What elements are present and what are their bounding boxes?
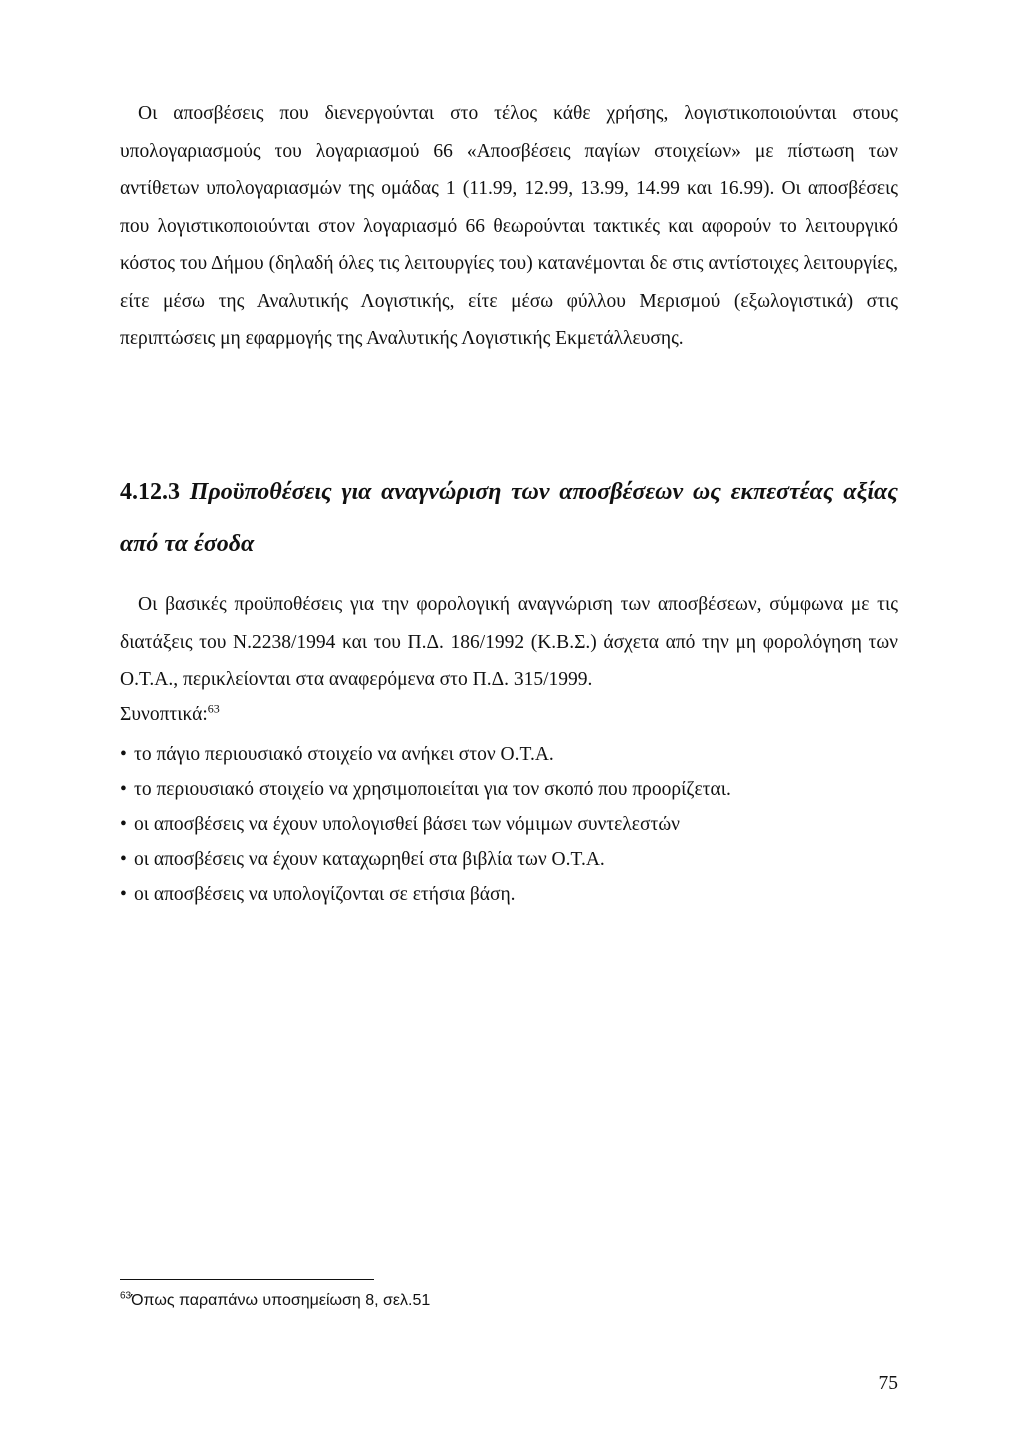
list-item-text: οι αποσβέσεις να έχουν υπολογισθεί βάσει των νόμιμων συντελεστών: [134, 814, 680, 835]
footnote-reference[interactable]: 63: [207, 701, 220, 716]
bullet-icon: •: [120, 849, 127, 870]
footnote-number: 63: [120, 1290, 132, 1302]
list-item-text: το περιουσιακό στοιχείο να χρησιμοποιείται για τον σκοπό που προορίζεται.: [134, 779, 731, 800]
list-item: [120, 772, 900, 807]
summary-label: [120, 700, 220, 730]
list-item-text: οι αποσβέσεις να υπολογίζονται σε ετήσια βάση.: [134, 884, 516, 905]
section-heading: [120, 466, 898, 570]
list-item: [120, 877, 900, 912]
list-item: [120, 737, 900, 772]
paragraph-text: Οι αποσβέσεις που διενεργούνται στο τέλος κάθε χρήσης, λογιστικοποιούνται στους υπολογαριασμούς του λογαριασμού 66 «Αποσβέσεις παγίων στοιχείων» με πίστωση των αντίθετων υπολογαριασμών της ομάδας 1 (11.99, 12.99, 13.99, 14.99 και 16.99). Οι αποσβέσεις που λογιστικοποιούνται στον λογαριασμό 66 θεωρούνται τακτικές και αφορούν το λειτουργικό κόστος του Δήμου (δηλαδή όλες τις λειτουργίες του) κατανέμονται δε στις αντίστοιχες λειτουργίες, είτε μέσω της Αναλυτικής Λογιστικής, είτε μέσω φύλλου Μερισμού (εξωλογιστικά) στις περιπτώσεις μη εφαρμογής της Αναλυτικής Λογιστικής Εκμετάλλευσης.: [120, 103, 898, 349]
section-title: Προϋποθέσεις για αναγνώριση των αποσβέσεων ως εκπεστέας αξίας από τα έσοδα: [120, 479, 898, 557]
page-number: 75: [878, 1373, 898, 1394]
footnote-text: Όπως παραπάνω υποσημείωση 8, σελ.51: [131, 1292, 431, 1309]
footnote: [120, 1290, 430, 1312]
summary-text: Συνοπτικά:: [120, 704, 208, 725]
bullet-icon: •: [120, 744, 127, 765]
body-paragraph-depreciation: [120, 95, 898, 358]
footnote-separator: [120, 1279, 374, 1280]
bullet-icon: •: [120, 884, 127, 905]
bullet-icon: •: [120, 779, 127, 800]
list-item-text: οι αποσβέσεις να έχουν καταχωρηθεί στα βιβλία των Ο.Τ.Α.: [134, 849, 605, 870]
bullet-icon: •: [120, 814, 127, 835]
list-item-text: το πάγιο περιουσιακό στοιχείο να ανήκει στον Ο.Τ.Α.: [134, 744, 554, 765]
section-number: 4.12.3: [120, 479, 180, 505]
body-paragraph-conditions: Οι βασικές προϋποθέσεις για την φορολογική αναγνώριση των αποσβέσεων, σύμφωνα με τις διατάξεις του Ν.2238/1994 και του Π.Δ. 186/1992 (Κ.Β.Σ.) άσχετα από την μη φορολόγηση των Ο.Τ.Α., περικλείονται στα αναφερόμενα στο Π.Δ. 315/1999.: [120, 594, 898, 690]
conditions-list: [120, 737, 900, 912]
list-item: [120, 807, 900, 842]
list-item: [120, 842, 900, 877]
